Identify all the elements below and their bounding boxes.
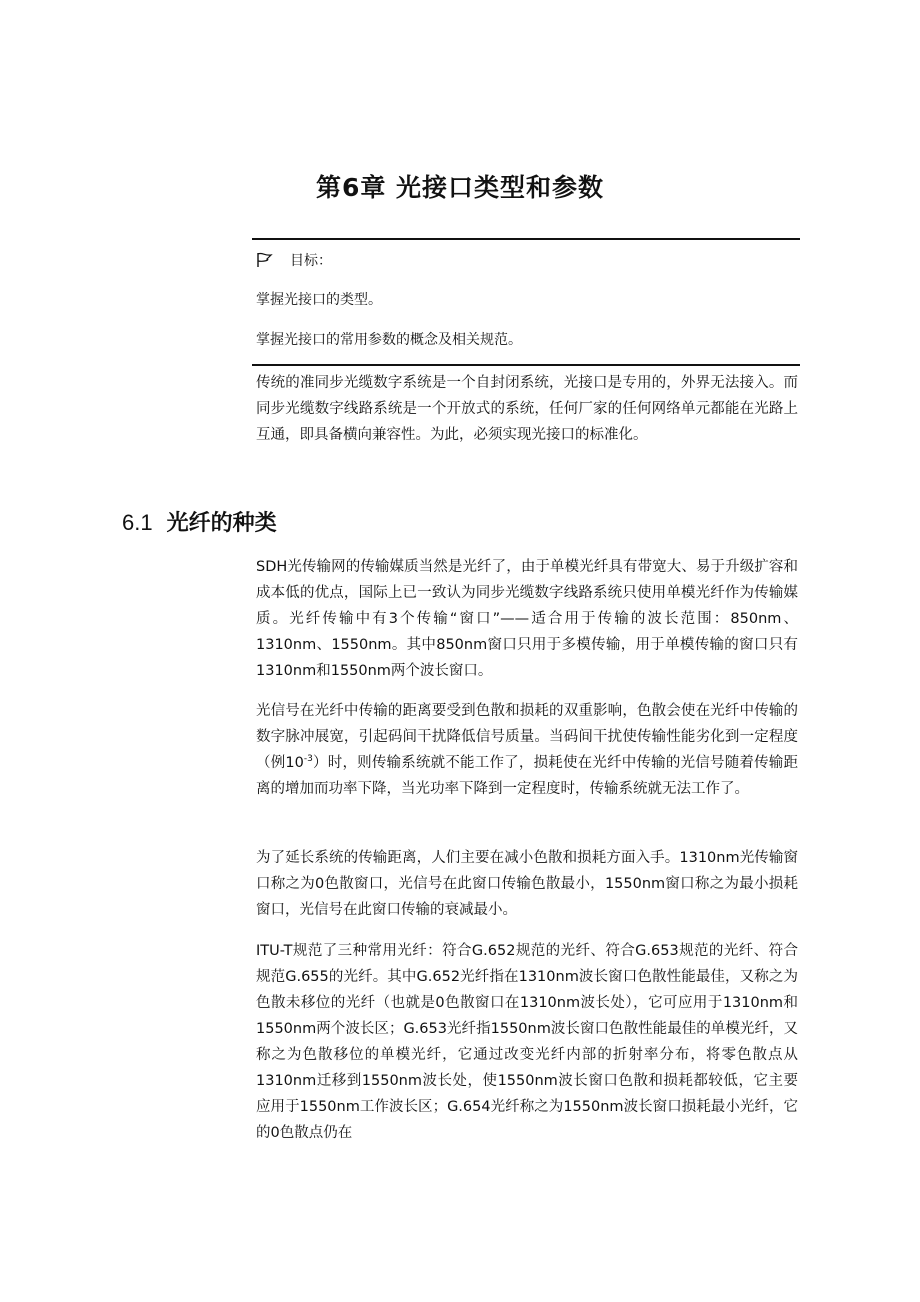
flag-icon	[256, 252, 274, 268]
objective-item: 掌握光接口的常用参数的概念及相关规范。	[256, 332, 522, 348]
body-paragraph: 为了延长系统的传输距离，人们主要在减小色散和损耗方面入手。1310nm光传输窗口称之为0色散窗口，光信号在此窗口传输色散最小，1550nm窗口称之为最小损耗窗口，光信号在此窗口传输的衰减最小。	[256, 850, 798, 918]
section-heading	[122, 506, 277, 537]
objectives-label: 目标：	[290, 253, 332, 269]
objective-item: 掌握光接口的类型。	[256, 292, 382, 308]
objectives-top-rule	[252, 238, 800, 240]
section-number: 6.1	[122, 510, 153, 535]
section-title: 光纤的种类	[166, 511, 277, 536]
paragraph-text: 光信号在光纤中传输的距离要受到色散和损耗的双重影响，色散会使在光纤中传输的数字脉冲展宽，引起码间干扰降低信号质量。当码间干扰使传输性能劣化到一定程度（例10	[256, 703, 798, 771]
intro-paragraph: 传统的准同步光缆数字系统是一个自封闭系统，光接口是专用的，外界无法接入。而同步光缆数字线路系统是一个开放式的系统，任何厂家的任何网络单元都能在光路上互通，即具备横向兼容性。为此，必须实现光接口的标准化。	[256, 375, 798, 443]
body-paragraph	[256, 698, 798, 802]
chapter-title: 第6章 光接口类型和参数	[315, 173, 605, 202]
objectives-bottom-rule	[252, 364, 800, 366]
exponent: -3	[303, 754, 313, 765]
body-paragraph: ITU-T规范了三种常用光纤：符合G.652规范的光纤、符合G.653规范的光纤、符合规范G.655的光纤。其中G.652光纤指在1310nm波长窗口色散性能最佳，又称之为色散未移位的光纤（也就是0色散窗口在1310nm波长处），它可应用于1310nm和1550nm两个波长区；G.653光纤指1550nm波长窗口色散性能最佳的单模光纤，又称之为色散移位的单模光纤，它通过改变光纤内部的折射率分布，将零色散点从1310nm迁移到1550nm波长处，使1550nm波长窗口色散和损耗都较低，它主要应用于1550nm工作波长区；G.654光纤称之为1550nm波长窗口损耗最小光纤，它的0色散点仍在	[256, 943, 798, 1141]
objectives-header	[256, 250, 332, 270]
paragraph-text: ）时，则传输系统就不能工作了，损耗使在光纤中传输的光信号随着传输距离的增加而功率下降，当光功率下降到一定程度时，传输系统就无法工作了。	[256, 755, 798, 797]
body-paragraph: SDH光传输网的传输媒质当然是光纤了，由于单模光纤具有带宽大、易于升级扩容和成本低的优点，国际上已一致认为同步光缆数字线路系统只使用单模光纤作为传输媒质。光纤传输中有3个传输“窗口”——适合用于传输的波长范围：850nm、1310nm、1550nm。其中850nm窗口只用于多模传输，用于单模传输的窗口只有1310nm和1550nm两个波长窗口。	[256, 559, 798, 679]
